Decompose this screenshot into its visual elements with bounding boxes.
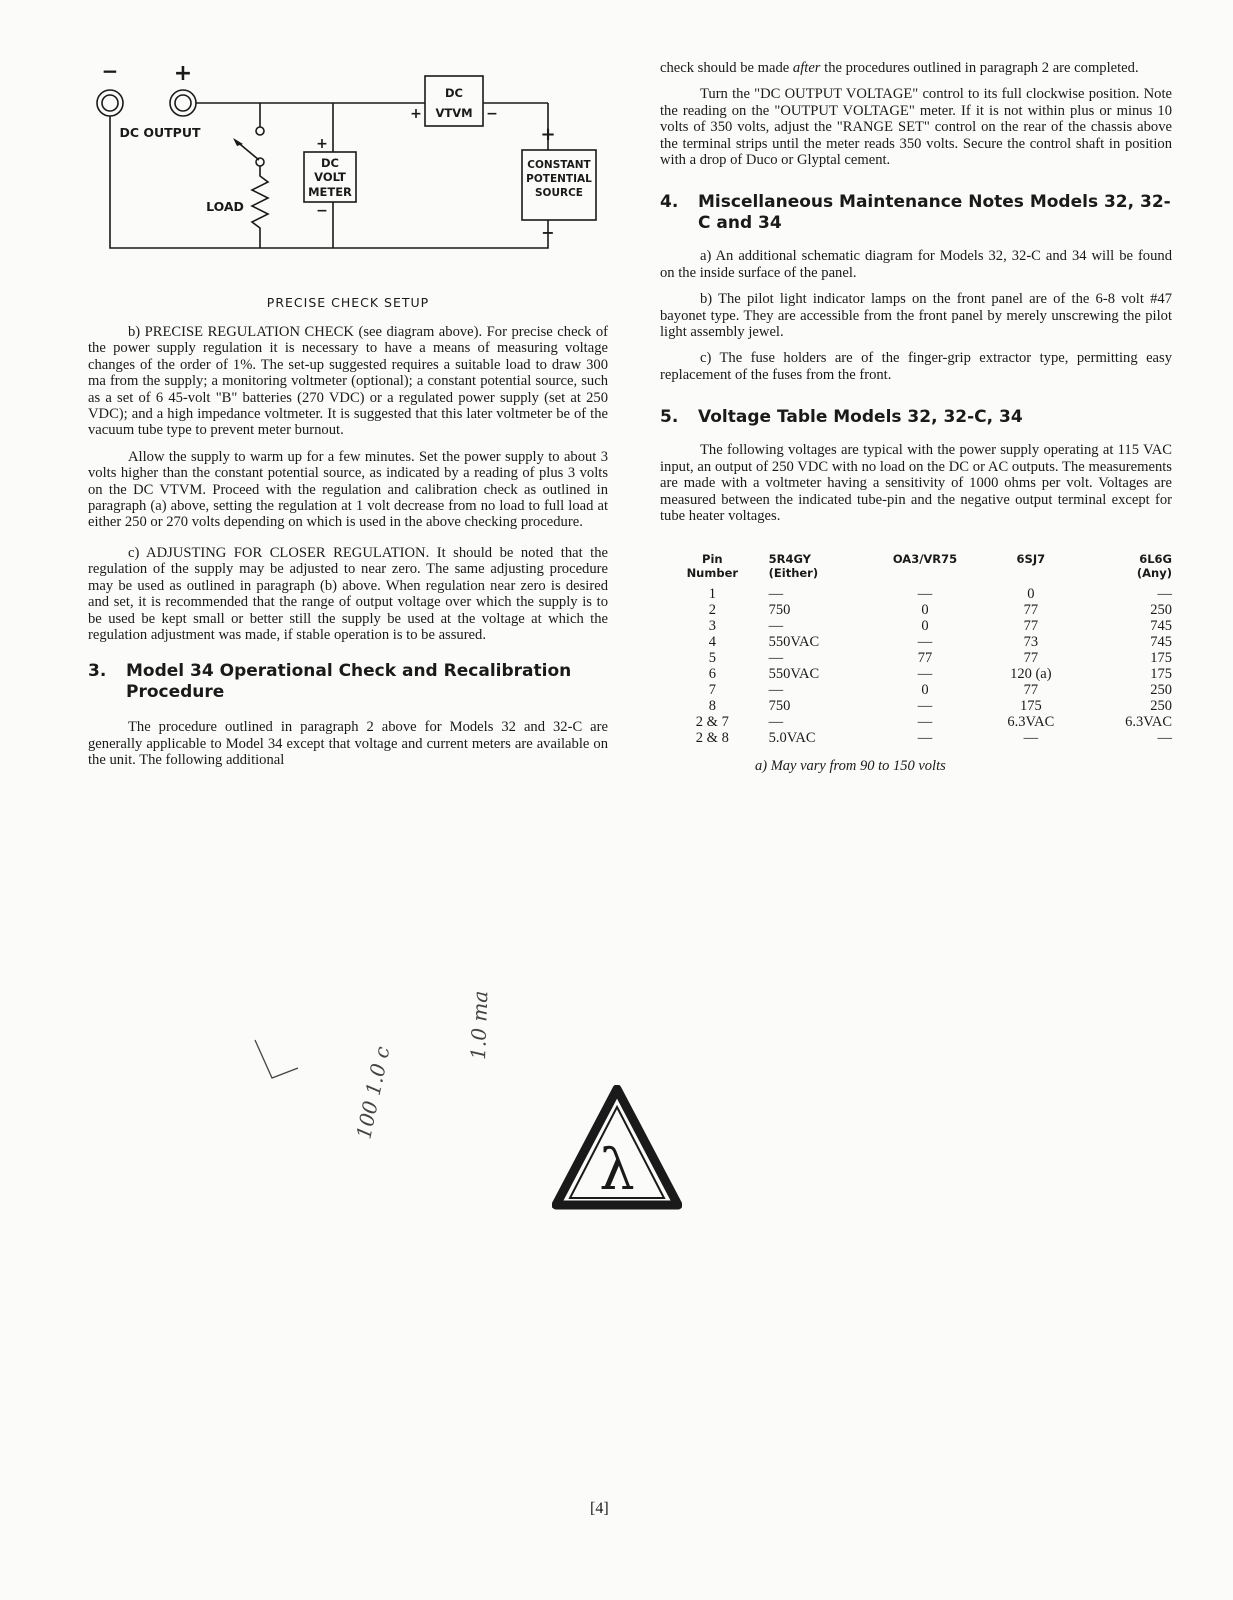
table-row [672,682,1172,698]
table-cell: — [917,586,933,603]
col-header: 6L6G (Any) [1136,552,1172,581]
svg-text:+: + [316,136,328,152]
table-cell: — [1157,586,1172,603]
table-cell: 8 [708,698,716,715]
svg-text:VOLT: VOLT [314,170,346,184]
table-cell: 2 [708,602,716,619]
table-cell: 2 & 7 [695,714,729,731]
table-cell: 5 [708,650,716,667]
table-row [672,602,1172,618]
section-title: Model 34 Operational Check and Recalibration Procedure [126,661,572,703]
table-cell: 550VAC [768,666,820,683]
right-column [660,60,1172,775]
table-cell: — [768,586,784,603]
svg-text:SOURCE: SOURCE [535,187,583,199]
paragraph-precise-regulation: b) PRECISE REGULATION CHECK (see diagram above). For precise check of the power supply regulation it is necessary to have a means of measuring voltage changes of the order of 1%. The set-up suggested requires a suitable load to draw 300 ma from the supply; a monitoring voltmeter (optional); a constant potential source, such as a set of 6 45-volt "B" batteries (270 VDC) or a regulated power supply (set at 250 VDC); and a high impedance voltmeter. It is suggested that this later voltmeter be of the vacuum tube type to prevent meter burnout. [88,324,608,439]
table-cell: 1 [708,586,716,603]
paragraph-output-voltage: Turn the "DC OUTPUT VOLTAGE" control to its full clockwise position. Note the reading on the "OUTPUT VOLTAGE" meter. If it is not within plus or minus 10 volts of 350 volts, adjust the "RANGE SET" control on the rear of the chassis above the terminal strips until the meter reads 350 volts. Secure the control shaft in position with a drop of Duco or Glyptal cement. [660,86,1172,169]
voltage-table [672,552,1172,746]
table-cell: 175 [1019,698,1042,715]
svg-text:METER: METER [308,185,352,199]
table-cell: 250 [1150,682,1172,699]
col-header: 6SJ7 [1016,552,1046,567]
table-row [672,698,1172,714]
table-cell: — [917,666,933,683]
svg-text:−: − [486,106,498,122]
emphasis-after: after [792,60,821,76]
paragraph-fuse: c) The fuse holders are of the finger-grip extractor type, permitting easy replacement of the fuses from the front. [660,350,1172,383]
handwritten-marks [250,990,530,1170]
handwritten-note-2: 1.0 ma [466,990,493,1061]
table-row [672,666,1172,682]
table-cell: 0 [921,682,929,699]
table-cell: 6.3VAC [1007,714,1055,731]
table-row [672,714,1172,730]
table-cell: 77 [1023,602,1039,619]
svg-text:DC: DC [321,156,339,170]
table-row [672,650,1172,666]
svg-text:VTVM: VTVM [435,106,473,120]
table-cell: — [1023,730,1039,747]
table-cell: 0 [921,602,929,619]
table-cell: — [1157,730,1172,747]
section-4-heading: 4. Miscellaneous Maintenance Notes Models 32, 32-C and 34 [660,192,1171,234]
table-cell: 120 (a) [1010,666,1052,683]
table-cell: 7 [708,682,716,699]
dc-output-label: DC OUTPUT [119,125,201,140]
col-header: Pin Number [686,552,739,581]
terminal-plus-label: + [173,61,193,86]
lambda-symbol: λ [599,1138,635,1203]
paragraph-closer-regulation: c) ADJUSTING FOR CLOSER REGULATION. It should be noted that the regulation of the supply may be adjusted to near zero. The same adjusting procedure may be used as outlined in paragraph (b) above. When regulation near zero is desired and set, it is recommended that the range of output voltage over which the supply is to be used be kept small or better still the supply be used at the voltage at which the regulation adjustment was made, if stable operation is to be assured. [88,544,608,643]
table-cell: 250 [1150,602,1172,619]
table-cell: — [768,714,784,731]
table-cell: 4 [708,634,716,651]
table-cell: 550VAC [768,634,820,651]
table-cell: 5.0VAC [768,730,816,747]
table-cell: 77 [1023,682,1039,699]
table-cell: 175 [1150,666,1172,683]
section-number: 3. [88,661,107,682]
table-cell: 77 [1023,650,1039,667]
table-cell: 745 [1150,618,1172,635]
table-cell: 250 [1150,698,1172,715]
svg-text:−: − [541,223,555,242]
section-5-heading: 5. Voltage Table Models 32, 32-C, 34 [660,407,1023,428]
table-cell: 6.3VAC [1125,714,1172,731]
col-header: 5R4GY (Either) [768,552,819,581]
load-label: LOAD [206,199,244,214]
table-cell: 77 [917,650,933,667]
diagram-caption: PRECISE CHECK SETUP [266,295,430,310]
table-cell: 750 [768,602,791,619]
paragraph-schematic: a) An additional schematic diagram for Models 32, 32-C and 34 will be found on the inside surface of the panel. [660,248,1172,281]
table-cell: — [768,682,784,699]
table-cell: — [768,618,784,635]
schematic-drawing [88,60,608,285]
section-3-heading [88,661,608,703]
lambda-logo [552,1085,682,1215]
table-cell: 0 [1027,586,1035,603]
table-row [672,618,1172,634]
table-row [672,634,1172,650]
table-cell: — [917,634,933,651]
table-cell: 3 [708,618,716,635]
paragraph-voltage-table-intro: The following voltages are typical with the power supply operating at 115 VAC input, an output of 250 VDC with no load on the DC or AC outputs. The measurements are made with a voltmeter having a sensitivity of 1000 ohms per volt. Voltages are measured between the indicated tube-pin and the negative output terminal except for tube heater voltages. [660,442,1172,524]
svg-text:POTENTIAL: POTENTIAL [526,173,592,185]
paragraph-model-34: The procedure outlined in paragraph 2 above for Models 32 and 32-C are generally applicable to Model 34 except that voltage and current meters are available on the unit. The following additional [88,719,608,769]
precise-check-diagram [88,60,608,285]
table-cell: 2 & 8 [695,730,729,747]
table-header-row [672,552,1172,586]
page-number: [4] [590,1500,609,1517]
svg-text:+: + [410,106,422,122]
table-cell: 6 [708,666,716,683]
paragraph-warm-up: Allow the supply to warm up for a few minutes. Set the power supply to about 3 volts higher than the constant potential source, as indicated by a reading of plus 3 volts on the DC VTVM. Proceed with the regulation and calibration check as outlined in paragraph (a) above, setting the regulation at 1 volt decrease from no load to full load at either 250 or 270 volts depending on which is used in the above checking procedure. [88,448,608,531]
terminal-minus-label: − [101,60,119,83]
svg-text:CONSTANT: CONSTANT [527,159,591,171]
svg-text:−: − [316,203,328,219]
table-cell: 73 [1023,634,1039,651]
table-body [672,586,1172,746]
table-cell: 750 [768,698,791,715]
left-column [88,60,608,779]
paragraph-pilot-light: b) The pilot light indicator lamps on the front panel are of the 6-8 volt #47 bayonet type. They are accessible from the front panel by merely unscrewing the pilot light assembly jewel. [660,291,1172,341]
table-cell: 175 [1150,650,1172,667]
table-cell: 77 [1023,618,1039,635]
table-cell: 745 [1150,634,1172,651]
table-cell: — [917,698,933,715]
table-cell: 0 [921,618,929,635]
table-cell: — [917,730,933,747]
paragraph-check-after: check should be made after the procedures outlined in paragraph 2 are completed. [660,60,1139,76]
svg-text:DC: DC [445,86,463,100]
table-row [672,730,1172,746]
table-row [672,586,1172,602]
table-cell: — [917,714,933,731]
col-header: OA3/VR75 [892,552,958,567]
table-footnote: a) May vary from 90 to 150 volts [755,758,946,775]
svg-text:+: + [540,124,556,145]
handwritten-note-1: 100 1.0 c [351,1044,395,1142]
table-cell: — [768,650,784,667]
